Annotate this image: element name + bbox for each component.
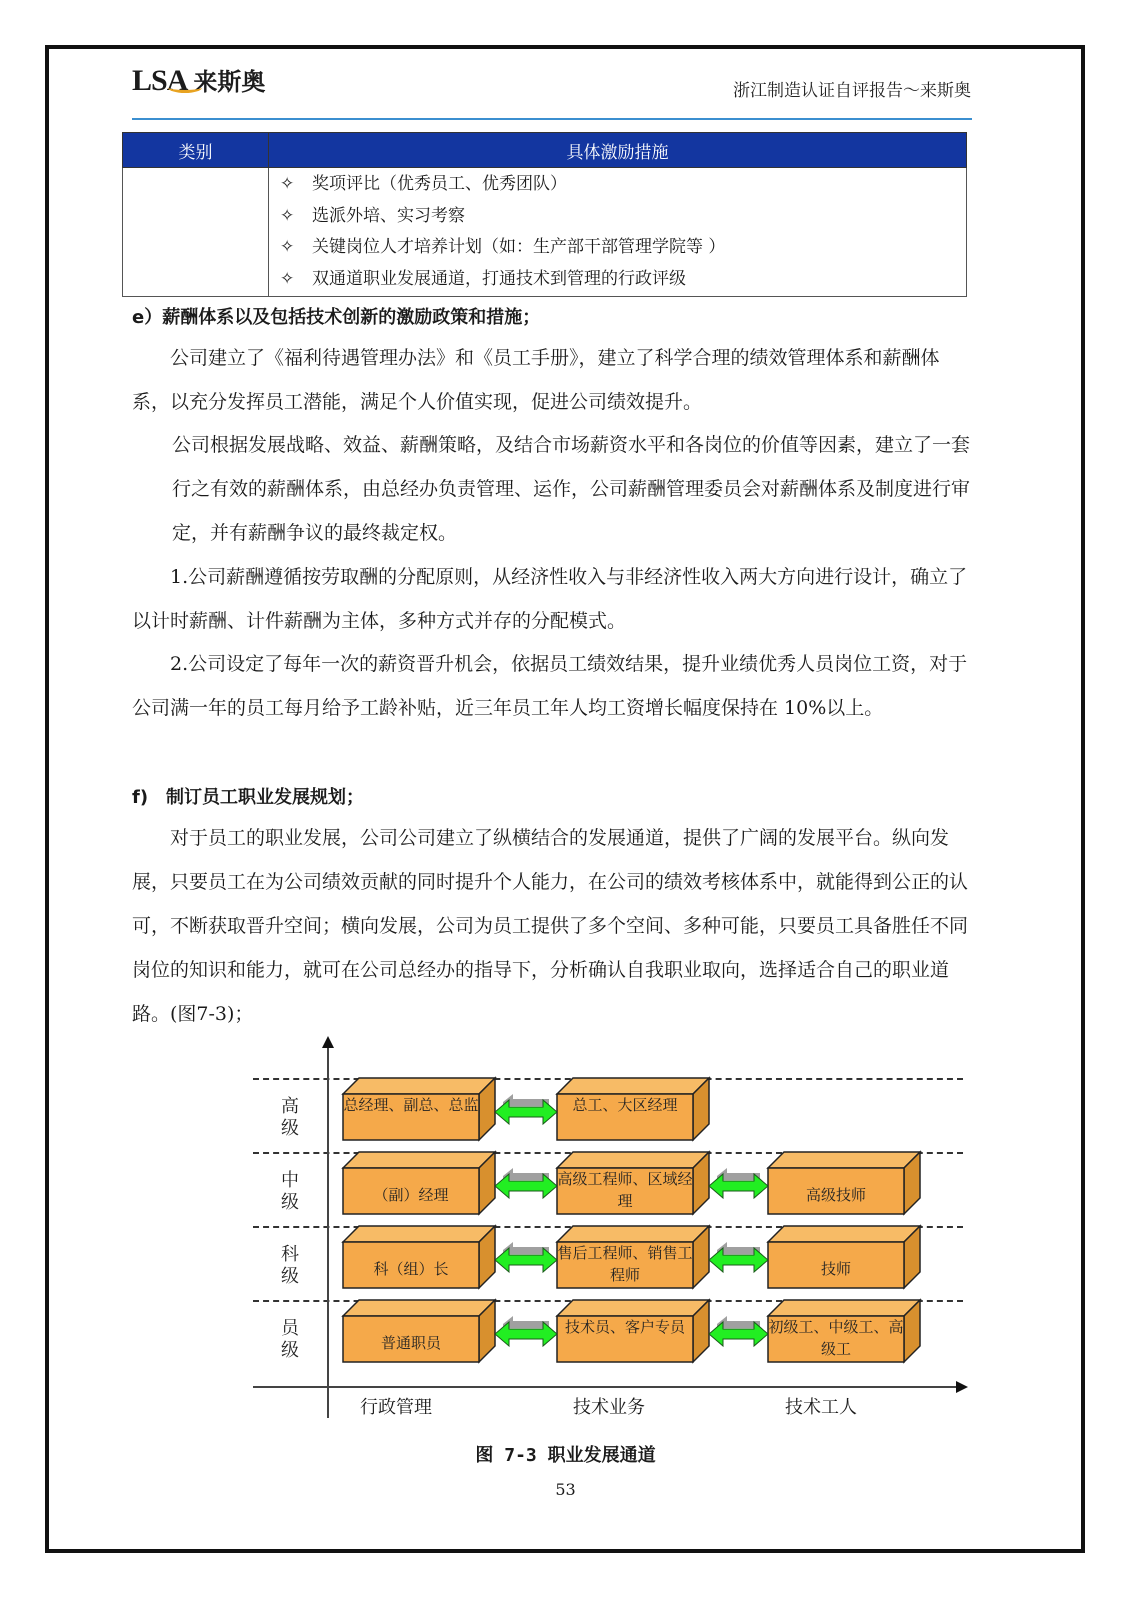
double-arrow-icon (709, 1314, 768, 1354)
position-label: 高级工程师、区域经理 (557, 1170, 693, 1210)
table-row (123, 168, 967, 297)
logo-latin: LSA (132, 64, 188, 97)
position-label: 技师 (820, 1260, 851, 1278)
double-arrow-icon (495, 1092, 557, 1132)
logo-cn: 来斯奥 (193, 68, 266, 96)
measure-text: 选派外培、实习考察 (312, 205, 465, 226)
position-label: 总工、大区经理 (572, 1096, 678, 1114)
header-divider (132, 118, 972, 120)
diamond-bullet-icon: ✧ (280, 237, 295, 257)
level-label-middle: 中级 (281, 1170, 299, 1213)
position-box (768, 1152, 920, 1214)
position-label: 初级工、中级工、高级工 (768, 1318, 904, 1358)
page-number: 53 (555, 1480, 576, 1499)
position-label: 科（组）长 (373, 1260, 449, 1278)
position-label: 售后工程师、销售工程师 (557, 1244, 693, 1284)
diamond-bullet-icon: ✧ (280, 205, 295, 226)
list-item (280, 169, 965, 201)
position-label: 总经理、副总、总监 (343, 1096, 479, 1114)
diamond-bullet-icon: ✧ (280, 268, 295, 289)
diamond-bullet-icon: ✧ (280, 174, 295, 194)
document-title: 浙江制造认证自评报告～来斯奥 (733, 81, 971, 101)
position-box (343, 1300, 495, 1362)
position-box (343, 1226, 495, 1288)
position-box (343, 1152, 495, 1214)
section-e-paragraph-3: 1.公司薪酬遵循按劳取酬的分配原则，从经济性收入与非经济性收入两大方向进行设计，确立了以计时薪酬、计件薪酬为主体，多种方式并存的分配模式。 (132, 566, 968, 632)
double-arrow-icon (495, 1240, 557, 1280)
column-header-measures: 具体激励措施 (269, 133, 967, 168)
level-label-senior: 高级 (281, 1096, 299, 1139)
position-box (768, 1226, 920, 1288)
position-label: （副）经理 (373, 1186, 449, 1204)
section-e-heading: e）薪酬体系以及包括技术创新的激励政策和措施； (132, 307, 541, 328)
position-label: 高级技师 (805, 1186, 866, 1204)
column-label-workers: 技术工人 (785, 1397, 857, 1418)
position-box (557, 1152, 709, 1214)
measure-text: 双通道职业发展通道，打通技术到管理的行政评级 (312, 268, 686, 289)
level-label-section: 科级 (281, 1244, 299, 1287)
column-label-technical: 技术业务 (573, 1397, 645, 1418)
position-box (557, 1226, 709, 1288)
section-e-paragraph-1: 公司建立了《福利待遇管理办法》和《员工手册》，建立了科学合理的绩效管理体系和薪酬体系，以充分发挥员工潜能，满足个人价值实现，促进公司绩效提升。 (132, 347, 940, 413)
section-f-paragraph-1: 对于员工的职业发展，公司公司建立了纵横结合的发展通道，提供了广阔的发展平台。纵向发展，只要员工在为公司绩效贡献的同时提升个人能力，在公司的绩效考核体系中，就能得到公正的认可，不断获取晋升空间；横向发展，公司为员工提供了多个空间、多种可能，只要员工具备胜任不同岗位的知识和能力，就可在公司总经办的指导下，分析确认自我职业取向，选择适合自己的职业道路。(图7-3)； (132, 827, 969, 1025)
position-box (768, 1300, 920, 1362)
category-cell (123, 168, 269, 297)
logo-swoosh-icon (168, 82, 202, 93)
x-axis-arrow-icon (956, 1381, 968, 1393)
measure-text: 奖项评比（优秀员工、优秀团队） (312, 174, 567, 194)
position-box (557, 1078, 709, 1140)
company-logo (132, 62, 265, 98)
position-box (557, 1300, 709, 1362)
position-box (343, 1078, 495, 1140)
level-label-staff: 员级 (281, 1318, 299, 1361)
section-e-paragraph-2: 公司根据发展战略、效益、薪酬策略，及结合市场薪资水平和各岗位的价值等因素，建立了一套行之有效的薪酬体系，由总经办负责管理、运作，公司薪酬管理委员会对薪酬体系及制度进行审定，并有薪酬争议的最终裁定权。 (172, 434, 971, 544)
double-arrow-icon (495, 1314, 557, 1354)
y-axis (327, 1046, 329, 1418)
section-f-heading: f) 制订员工职业发展规划； (132, 787, 365, 808)
double-arrow-icon (709, 1240, 768, 1280)
column-label-admin: 行政管理 (360, 1397, 432, 1418)
column-header-category: 类别 (123, 133, 269, 168)
section-e-paragraph-4: 2.公司设定了每年一次的薪资晋升机会，依据员工绩效结果，提升业绩优秀人员岗位工资，对于公司满一年的员工每月给予工龄补贴，近三年员工年人均工资增长幅度保持在 10%以上。 (132, 653, 968, 719)
position-label: 普通职员 (380, 1334, 441, 1352)
list-item (280, 232, 965, 264)
measure-text: 关键岗位人才培养计划（如：生产部干部管理学院等 ） (312, 237, 726, 257)
measures-cell (269, 168, 967, 297)
double-arrow-icon (709, 1166, 768, 1206)
figure-caption: 图 7-3 职业发展通道 (475, 1445, 656, 1466)
list-item (280, 201, 965, 233)
incentive-table (122, 132, 967, 297)
position-label: 技术员、客户专员 (564, 1318, 685, 1336)
measure-list (270, 169, 965, 295)
x-axis (253, 1386, 958, 1388)
y-axis-arrow-icon (322, 1036, 334, 1048)
list-item (280, 264, 965, 296)
double-arrow-icon (495, 1166, 557, 1206)
